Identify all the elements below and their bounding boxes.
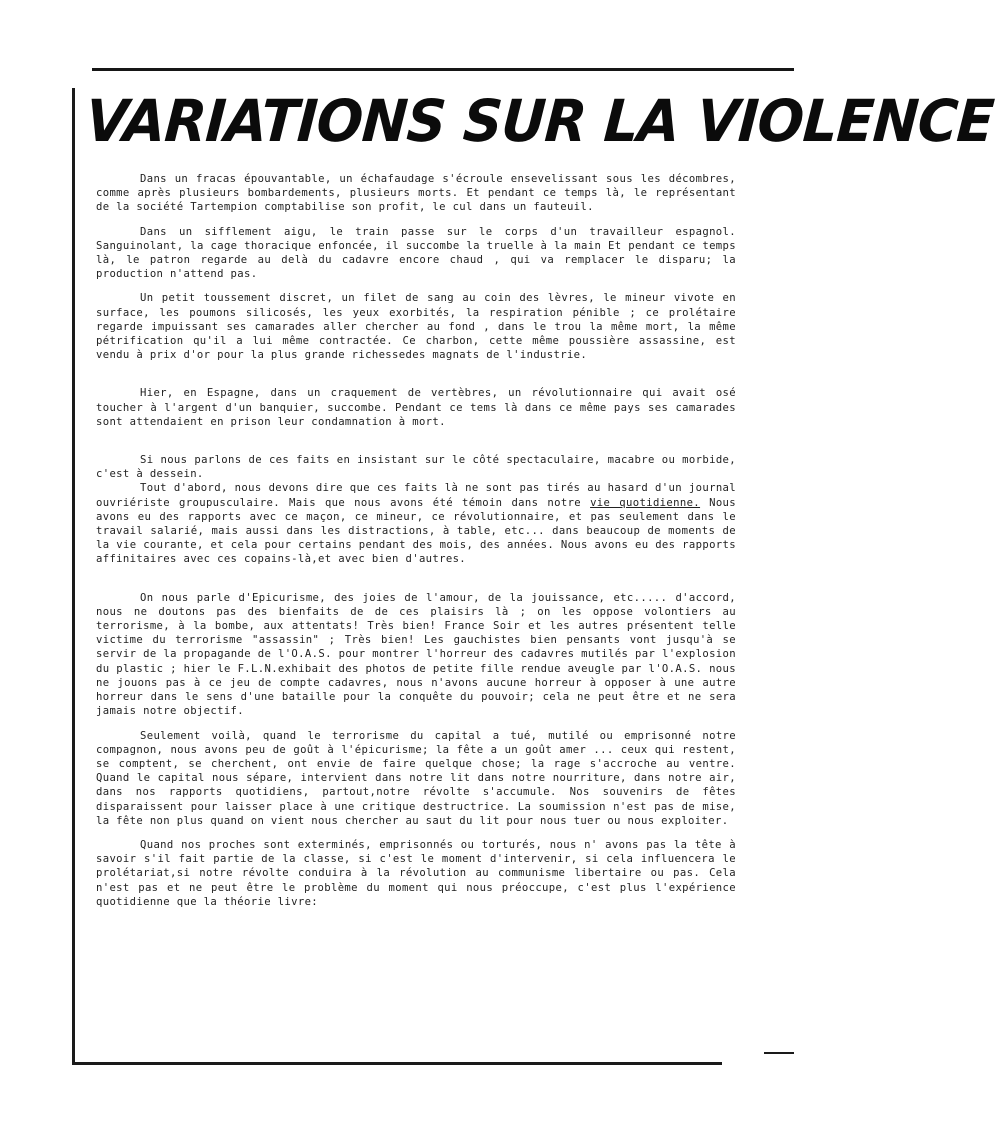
article-title: VARIATIONS SUR LA VIOLENCE: [83, 87, 996, 155]
paragraph-3: Un petit toussement discret, un filet de sang au coin des lèvres, le mineur vivote en surface, les poumons silicosés, les yeux exorbités, la respiration pénible ; ce prolétaire regarde impuissant ses camarades aller chercher au fond , dans le trou la même mort, la même pétrification qu'il a lui même contractée. Ce charbon, cette même poussière assassine, est vendu à prix d'or pour la plus grande richessedes magnats de l'industrie.: [96, 292, 736, 362]
paragraph-4: Hier, en Espagne, dans un craquement de vertèbres, un révolutionnaire qui avait osé toucher à l'argent d'un banquier, succombe. Pendant ce tems là dans ce même pays ses camarades sont attendaient en prison leur condamnation à mort.: [96, 387, 736, 428]
paragraph-1: Dans un fracas épouvantable, un échafaudage s'écroule ensevelissant sous les décombres, comme après plusieurs bombardements, plusieurs morts. Et pendant ce temps là, le représentant de la société Tartempion comptabilise son profit, le cul dans un fauteuil.: [96, 173, 736, 214]
bottom-rule-fragment: [764, 1052, 794, 1054]
paragraph-5: Si nous parlons de ces faits en insistant sur le côté spectaculaire, macabre ou morbide, c'est à dessein.: [96, 454, 736, 481]
underlined-phrase: vie quotidienne.: [590, 496, 701, 509]
top-rule: [92, 68, 794, 71]
bottom-rule: [72, 1062, 722, 1065]
paragraph-8: Seulement voilà, quand le terrorisme du capital a tué, mutilé ou emprisonné notre compagnon, nous avons peu de goût à l'épicurisme; la fête a un goût amer ... ceux qui restent, se comptent, se cherchent, ont envie de faire quelque chose; la rage s'accroche au ventre. Quand le capital nous sépare, intervient dans notre lit dans notre nourriture, dans notre air, dans nos rapports quotidiens, partout,notre révolte s'accumule. Nos souvenirs de fêtes disparaissent pour laisser place à une critique destructrice. La soumission n'est pas de mise, la fête non plus quand on vient nous chercher au saut du lit pour nous tuer ou nous exploiter.: [96, 729, 736, 827]
paragraph-6-start: Tout d'abord, nous devons dire que ces faits là ne sont pas tirés au hasard d'un journal ouvriériste groupusculaire. Mais que nous avons été témoin dans notre: [96, 482, 736, 509]
paragraph-6: [96, 481, 736, 566]
article-body: [96, 172, 736, 909]
paragraph-9: Quand nos proches sont exterminés, emprisonnés ou torturés, nous n' avons pas la tête à savoir s'il fait partie de la classe, si c'est le moment d'intervenir, si cela influencera le prolétariat,si notre révolte conduira à la révolution au communisme libertaire ou pas. Cela n'est pas et ne peut être le problème du moment qui nous préoccupe, c'est plus l'expérience quotidienne que la théorie livre:: [96, 838, 736, 908]
paragraph-2: Dans un sifflement aigu, le train passe sur le corps d'un travailleur espagnol. Sanguinolant, la cage thoracique enfoncée, il succombe la truelle à la main Et pendant ce temps là, le patron regarde au delà du cadavre encore chaud , qui va remplacer le disparu; la production n'attend pas.: [96, 225, 736, 281]
paragraph-6-end: Nous avons eu des rapports avec ce maçon, ce mineur, ce révolutionnaire, et pas seulement dans le travail salarié, mais aussi dans les distractions, à table, etc... dans beaucoup de moments de la vie courante, et cela pour certains pendant des mois, des années. Nous avons eu des rapports affinitaires avec ces copains-là,et avec bien d'autres.: [96, 496, 736, 566]
left-rule: [72, 88, 75, 1064]
paragraph-7: On nous parle d'Epicurisme, des joies de l'amour, de la jouissance, etc..... d'accord, nous ne doutons pas des bienfaits de de ces plaisirs là ; on les oppose volontiers au terrorisme, à la bombe, aux attentats! Très bien! France Soir et les autres présentent telle victime du terrorisme "assassin" ; Très bien! Les gauchistes bien pensants vont jusqu'à se servir de la propagande de l'O.A.S. pour montrer l'horreur des cadavres mutilés par l'explosion du plastic ; hier le F.L.N.exhibait des photos de petite fille rendue aveugle par l'O.A.S. nous ne jouons pas à ce jeu de compte cadavres, nous n'avons aucune horreur à opposer à une autre horreur dans le sens d'une bataille pour la conquête du pouvoir; cela ne peut être et ne sera jamais notre objectif.: [96, 591, 736, 718]
